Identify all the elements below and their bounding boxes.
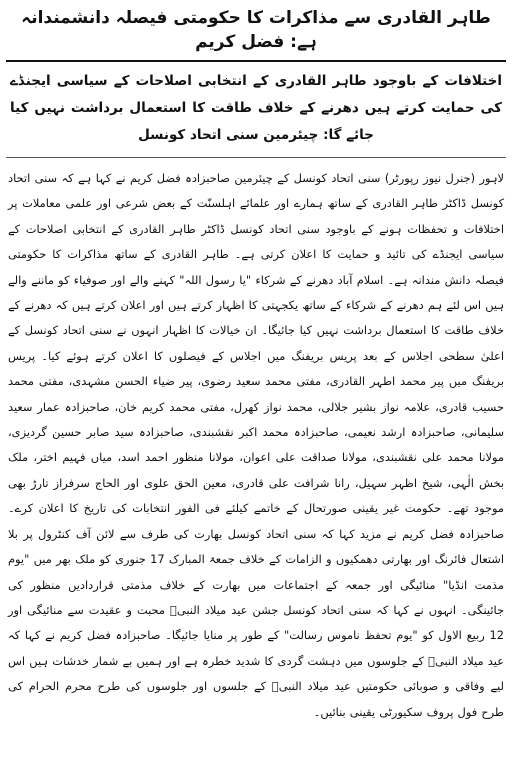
article-subheadline: اختلافات کے باوجود طاہر القادری کے انتخابی اصلاحات کے سیاسی ایجنڈے کی حمایت کرتے ہیں دھرنے کے خلاف طاقت کا استعمال برداشت نہیں کیا جائے گا: چیئرمین سنی اتحاد کونسل — [6, 68, 506, 158]
article-body: لاہور (جنرل نیوز رپورٹر) سنی اتحاد کونسل کے چیئرمین صاحبزادہ فضل کریم نے کہا ہے کہ سنی اتحاد کونسل ڈاکٹر طاہر القادری کے ساتھ ہمارے اور علمائے اہلسنّت کے بعض شرعی اور علمی معاملات پر اختلافات و تحفظات ہونے کے باوجود سنی اتحاد کونسل ڈاکٹر طاہر القادری کے انتخابی اصلاحات کے سیاسی ایجنڈے کی تائید و حمایت کا اعلان کرتی ہے۔ طاہر القادری کے ساتھ مذاکرات کا حکومتی فیصلہ دانش مندانہ ہے۔ اسلام آباد دھرنے کے شرکاء "یا رسول اللہ" کہنے والے اور صوفیاء کو ماننے والے ہیں اس لئے ہم دھرنے کے شرکاء کے ساتھ یکجہتی کا اظہار کرتے ہیں اور اعلان کرتے ہیں کہ دھرنے کے خلاف طاقت کا استعمال برداشت نہیں کیا جائیگا۔ ان خیالات کا اظہار انہوں نے سنی اتحاد کونسل کے اعلیٰ سطحی اجلاس کے بعد پریس بریفنگ میں اجلاس کے فیصلوں کا اعلان کرتے ہوئے کیا۔ پریس بریفنگ میں پیر محمد اطہر القادری، مفتی محمد سعید رضوی، پیر ضیاء الحسن مشہدی، مفتی محمد حسیب قادری، علامہ نواز بشیر جلالی، محمد نواز کھرل، مفتی محمد کریم خان، صاحبزادہ عمار سعید سلیمانی، صاحبزادہ ارشد نعیمی، صاحبزادہ محمد اکبر نقشبندی، صاحبزادہ سید صابر حسین گردیزی، مولانا محمد علی نقشبندی، مولانا صداقت علی اعوان، مولانا منظور احمد اسد، میاں فہیم اختر، ملک بخش الٰہی، شیخ اظہر سہیل، رانا شرافت علی قادری، معین الحق علوی اور الحاج سرفراز تارڑ بھی موجود تھے۔ حکومت غیر یقینی صورتحال کے خاتمے کیلئے فی الفور انتخابات کی تاریخ کا اعلان کرے۔ صاحبزادہ فضل کریم نے مزید کہا کہ سنی اتحاد کونسل بھارت کی طرف سے لائن آف کنٹرول پر بلا اشتعال فائرنگ اور بھارتی دھمکیوں و الزامات کے خلاف جمعۃ المبارک 17 جنوری کو ملک بھر میں "یوم مذمت انڈیا" منائیگی اور جمعہ کے اجتماعات میں بھارت کے خلاف مذمتی قراردادیں منظور کی جائینگی۔ انہوں نے کہا کہ سنی اتحاد کونسل جشن عید میلاد النبیؐ محبت و عقیدت سے منائیگی اور 12 ربیع الاول کو "یوم تحفظ ناموس رسالت" کے طور پر منایا جائیگا۔ صاحبزادہ فضل کریم نے کہا کہ عید میلاد النبیؐ کے جلوسوں میں دہشت گردی کا شدید خطرہ ہے اور ہمیں بے شمار خدشات ہیں اس لیے وفاقی و صوبائی حکومتیں عید میلاد النبیؐ کے جلسوں اور جلوسوں کی طرح محرم الحرام کی طرح فول پروف سکیورٹی یقینی بنائیں۔ — [8, 171, 505, 719]
news-article — [6, 6, 506, 763]
article-headline: طاہر القادری سے مذاکرات کا حکومتی فیصلہ دانشمندانہ ہے: فضل کریم — [6, 6, 506, 62]
